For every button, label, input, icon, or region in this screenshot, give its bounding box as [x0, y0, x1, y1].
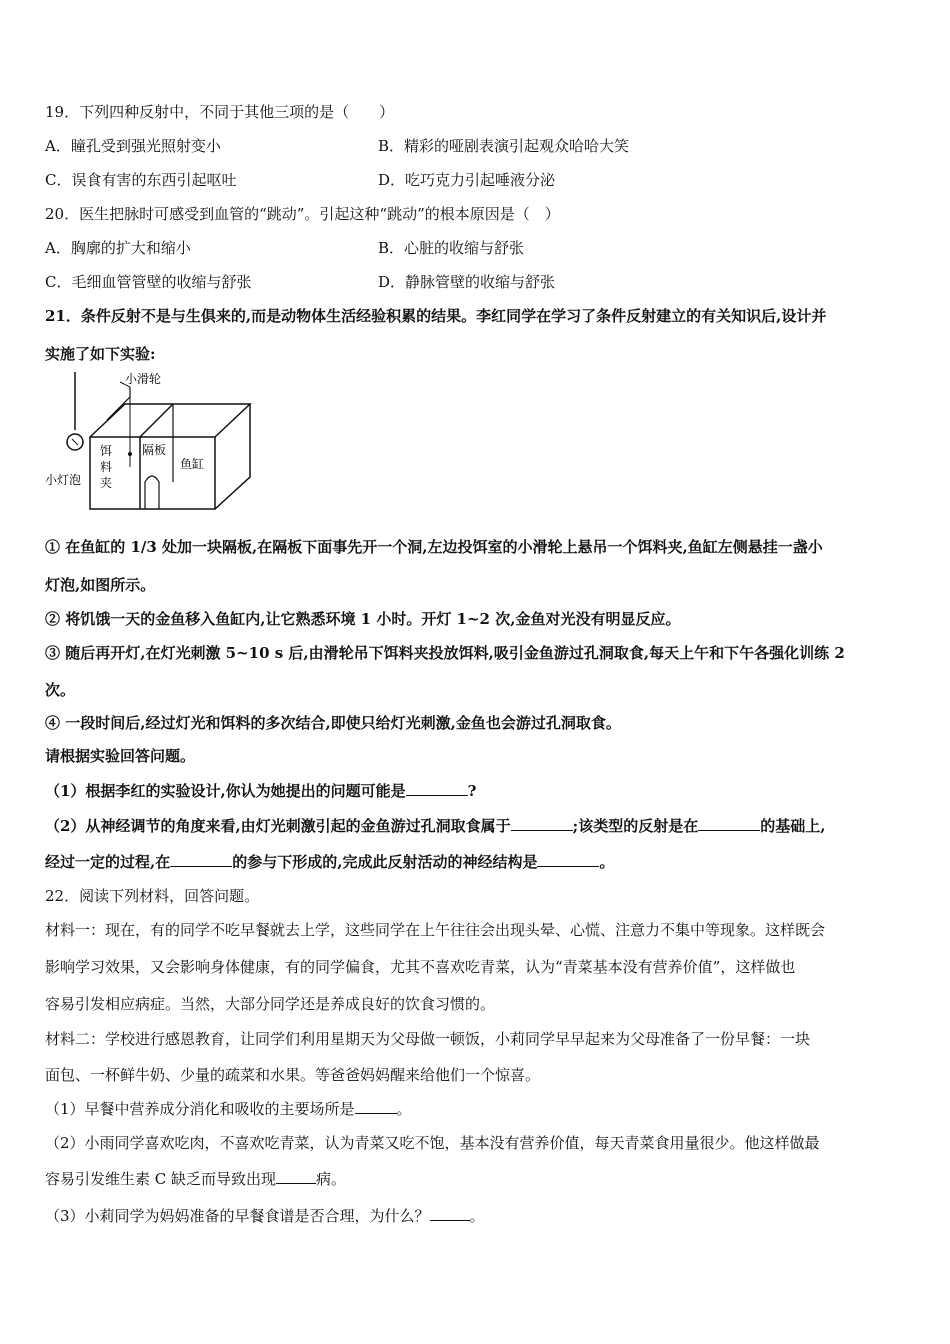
answer-blank[interactable]: [276, 1169, 316, 1184]
q21-step3-line2: 次。: [45, 681, 76, 699]
q22-material2-line2: 面包、一杯鲜牛奶、少量的疏菜和水果。等爸爸妈妈醒来给他们一个惊喜。: [45, 1066, 541, 1084]
label-tank: 鱼缸: [180, 457, 205, 471]
label-pulley: 小滑轮: [125, 372, 162, 386]
q19-option-b: B．精彩的哑剧表演引起观众哈哈大笑: [378, 137, 630, 155]
label-feeder-3: 夹: [100, 476, 113, 490]
q22-sub1-text: （1）早餐中营养成分消化和吸收的主要场所是: [45, 1100, 355, 1118]
q22-sub2-text-c: 病。: [316, 1170, 347, 1188]
q20-option-a: A．胸廓的扩大和缩小: [45, 239, 191, 257]
q21-sub2-text-b: ;该类型的反射是在: [572, 817, 699, 835]
q19-option-a: A．瞳孔受到强光照射变小: [45, 137, 221, 155]
label-partition: 隔板: [142, 443, 167, 457]
q21-stem-line1: 21．条件反射不是与生俱来的,而是动物体生活经验积累的结果。李红同学在学习了条件反射建立的有关知识后,设计并: [45, 307, 827, 325]
q22-sub3-end: 。: [469, 1207, 485, 1225]
answer-blank[interactable]: [698, 816, 760, 831]
q20-option-d: D．静脉管壁的收缩与舒张: [378, 273, 556, 291]
q20-option-c: C．毛细血管管壁的收缩与舒张: [45, 273, 252, 291]
q22-sub2-line2: [45, 1169, 346, 1189]
q21-sub2-text-f: 。: [599, 853, 615, 871]
q22-stem: 22．阅读下列材料，回答问题。: [45, 887, 260, 905]
q22-sub3-text: （3）小莉同学为妈妈准备的早餐食谱是否合理，为什么？: [45, 1207, 430, 1225]
answer-blank[interactable]: [537, 852, 599, 867]
answer-blank[interactable]: [430, 1206, 470, 1221]
q21-sub2-text-a: （2）从神经调节的角度来看,由灯光刺激引起的金鱼游过孔洞取食属于: [45, 817, 511, 835]
q22-sub1-end: 。: [396, 1100, 412, 1118]
q21-step4: ④ 一段时间后,经过灯光和饵料的多次结合,即使只给灯光刺激,金鱼也会游过孔洞取食。: [45, 714, 621, 732]
q22-sub3: [45, 1206, 485, 1226]
q19-option-c: C．误食有害的东西引起呕吐: [45, 171, 237, 189]
q21-sub2-line2: [45, 852, 614, 872]
q22-material1-line2: 影响学习效果，又会影响身体健康，有的同学偏食，尤其不喜欢吃青菜，认为“青菜基本没有营养价值”，这样做也: [45, 958, 796, 976]
answer-blank[interactable]: [355, 1099, 397, 1114]
q22-material2-line1: 材料二：学校进行感恩教育，让同学们利用星期天为父母做一顿饭，小莉同学早早起来为父母准备了一份早餐：一块: [45, 1030, 811, 1048]
tank-top: [90, 404, 250, 437]
answer-blank[interactable]: [511, 816, 573, 831]
q22-sub1: [45, 1099, 412, 1119]
q19-option-d: D．吃巧克力引起唾液分泌: [378, 171, 556, 189]
q22-sub2-text-b: 容易引发维生素 C 缺乏而导致出现: [45, 1170, 277, 1188]
partition-hole: [145, 476, 159, 509]
q21-sub2-text-c: 的基础上,: [760, 817, 826, 835]
q21-step3-line1: ③ 随后再开灯,在灯光刺激 5~10 s 后,由滑轮吊下饵料夹投放饵料,吸引金鱼游过孔洞取食,每天上午和下午各强化训练 2: [45, 644, 845, 662]
q21-sub2-line1: [45, 816, 825, 836]
answer-blank[interactable]: [406, 781, 468, 796]
q21-stem-line2: 实施了如下实验:: [45, 345, 156, 363]
q21-step2: ② 将饥饿一天的金鱼移入鱼缸内,让它熟悉环境 1 小时。开灯 1~2 次,金鱼对光没有明显反应。: [45, 610, 681, 628]
q22-material1-line1: 材料一：现在，有的同学不吃早餐就去上学，这些同学在上午往往会出现头晕、心慌、注意力不集中等现象。这样既会: [45, 921, 826, 939]
q21-step1-line2: 灯泡,如图所示。: [45, 576, 156, 594]
q21-sub1: [45, 781, 476, 801]
fish-tank-figure: [45, 372, 260, 517]
q21-step1-line1: ① 在鱼缸的 1/3 处加一块隔板,在隔板下面事先开一个洞,左边投饵室的小滑轮上悬吊一个饵料夹,鱼缸左侧悬挂一盏小: [45, 538, 823, 556]
q21-prompt: 请根据实验回答问题。: [45, 747, 196, 765]
q21-sub2-text-e: 的参与下形成的,完成此反射活动的神经结构是: [232, 853, 538, 871]
q20-option-b: B．心脏的收缩与舒张: [378, 239, 525, 257]
q20-stem: 20．医生把脉时可感受到血管的“跳动”。引起这种“跳动”的根本原因是（ ）: [45, 205, 560, 223]
q21-sub1-end: ?: [467, 782, 477, 800]
q19-stem: 19．下列四种反射中，不同于其他三项的是（ ）: [45, 103, 395, 121]
answer-blank[interactable]: [170, 852, 232, 867]
q21-sub2-text-d: 经过一定的过程,在: [45, 853, 171, 871]
q22-sub2-line1: （2）小雨同学喜欢吃肉，不喜欢吃青菜，认为青菜又吃不饱，基本没有营养价值，每天青菜食用量很少。他这样做最: [45, 1134, 820, 1152]
q22-material1-line3: 容易引发相应病症。当然，大部分同学还是养成良好的饮食习惯的。: [45, 995, 496, 1013]
label-bulb: 小灯泡: [45, 473, 82, 487]
q21-sub1-text: （1）根据李红的实验设计,你认为她提出的问题可能是: [45, 782, 406, 800]
label-feeder-1: 饵: [100, 444, 113, 458]
label-feeder-2: 料: [100, 460, 113, 474]
